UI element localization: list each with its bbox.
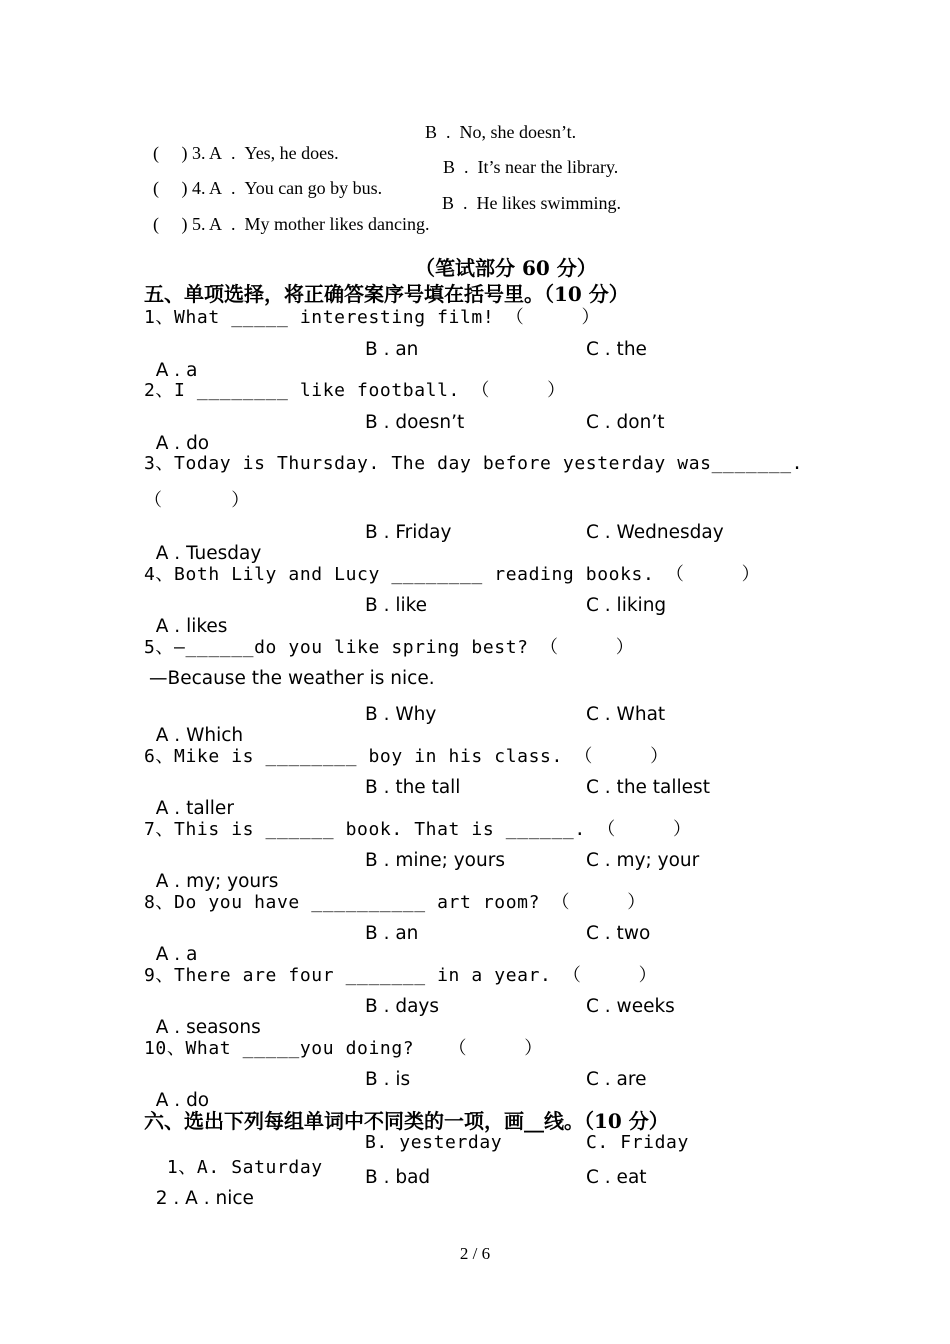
- option-b: B . an: [365, 923, 419, 944]
- option-a: A . do: [155, 1090, 210, 1111]
- option-a: A . my; yours: [155, 871, 279, 892]
- option-c: C . the tallest: [586, 777, 710, 798]
- listening-item-3-a: ( ) 3. A . Yes, he does.: [153, 143, 339, 163]
- page-number: 2 / 6: [459, 1244, 491, 1263]
- question-7: 7、This is ______ book. That is ______. （ ）: [144, 819, 692, 840]
- option-b: B . Why: [365, 704, 437, 725]
- option-b: B . is: [365, 1069, 411, 1090]
- option-a: A . seasons: [155, 1017, 261, 1038]
- option-c: C . two: [586, 923, 651, 944]
- option-c: C . Wednesday: [586, 522, 724, 543]
- option-a: A . a: [155, 360, 198, 381]
- option-c: C . What: [586, 704, 666, 725]
- listening-item-3-b: B . No, she doesn’t.: [425, 122, 577, 142]
- option-b: B . Friday: [365, 522, 452, 543]
- option-a: A . Tuesday: [155, 543, 262, 564]
- question-5-reply: —Because the weather is nice.: [149, 668, 435, 689]
- listening-item-4-b: B . It’s near the library.: [443, 157, 619, 177]
- option-c: C . my; your: [586, 850, 700, 871]
- option-c: C . are: [586, 1069, 647, 1090]
- question-6: 6、Mike is ________ boy in his class. （ ）: [144, 746, 669, 767]
- option-c: C . the: [586, 339, 647, 360]
- question-2: 2、I ________ like football. （ ）: [144, 380, 566, 401]
- option-b: B . days: [365, 996, 439, 1017]
- option-a: A . a: [155, 944, 198, 965]
- listening-item-4-a: ( ) 4. A . You can go by bus.: [153, 178, 383, 198]
- question-5: 5、—______do you like spring best? （ ）: [144, 637, 635, 658]
- option-a: 2 . A . nice: [155, 1188, 254, 1209]
- option-c: C . don’t: [586, 412, 665, 433]
- question-1: 1、What _____ interesting film! （ ）: [144, 307, 601, 328]
- section-6-title: 六、选出下列每组单词中不同类的一项，画__线。（10 分）: [144, 1109, 669, 1133]
- question-8: 8、Do you have __________ art room? （ ）: [144, 892, 646, 913]
- option-a: A . do: [155, 433, 210, 454]
- option-c: C. Friday: [586, 1132, 689, 1153]
- option-b: B . an: [365, 339, 419, 360]
- option-b: B . like: [365, 595, 428, 616]
- option-a: A . taller: [155, 798, 234, 819]
- option-b: B . mine; yours: [365, 850, 505, 871]
- option-b: B . bad: [365, 1167, 431, 1188]
- listening-item-5-a: ( ) 5. A . My mother likes dancing.: [153, 214, 430, 234]
- written-part-header: （笔试部分 60 分）: [415, 256, 597, 280]
- question-4: 4、Both Lily and Lucy ________ reading books. （ ）: [144, 564, 761, 585]
- option-a: 1、A. Saturday: [166, 1157, 323, 1178]
- question-10: 10、What _____you doing? （ ）: [144, 1038, 543, 1059]
- option-c: C . eat: [586, 1167, 647, 1188]
- option-a: A . likes: [155, 616, 228, 637]
- option-a: A . Which: [155, 725, 244, 746]
- listening-item-5-b: B . He likes swimming.: [442, 193, 621, 213]
- listening-item-5: [144, 193, 621, 256]
- option-c: C . liking: [586, 595, 667, 616]
- option-b: B . doesn’t: [365, 412, 465, 433]
- option-b: B. yesterday: [365, 1132, 503, 1153]
- question-3: 3、Today is Thursday. The day before yesterday was_______.: [144, 453, 804, 474]
- option-c: C . weeks: [586, 996, 675, 1017]
- question-9: 9、There are four _______ in a year. （ ）: [144, 965, 658, 986]
- option-b: B . the tall: [365, 777, 461, 798]
- question-3-answer-paren: （ ）: [144, 490, 250, 511]
- section-5-title: 五、单项选择，将正确答案序号填在括号里。（10 分）: [144, 282, 629, 306]
